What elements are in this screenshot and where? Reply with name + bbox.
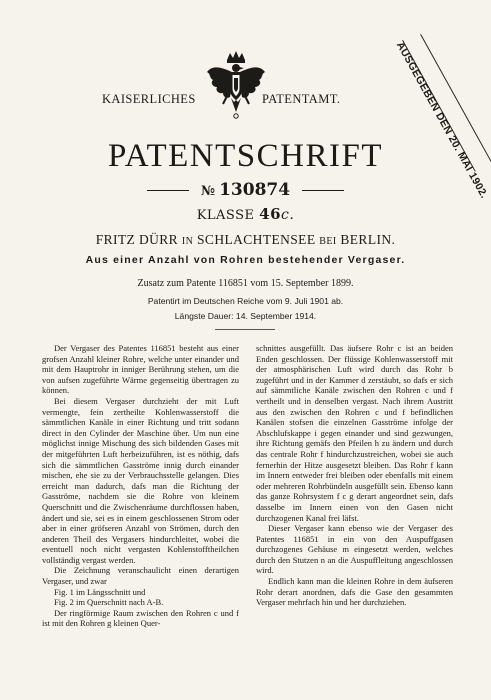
klasse-letter: c.	[281, 207, 295, 223]
zusatz-line: Zusatz zum Patente 116851 vom 15. September 1899.	[137, 278, 354, 289]
document-title: PATENTSCHRIFT	[107, 138, 383, 174]
inventor-name: FRITZ DÜRR	[95, 232, 179, 247]
body-paragraph: Fig. 1 im Längsschnitt und	[54, 586, 146, 597]
number-prefix: №	[200, 184, 216, 199]
kaiserliches-label: KAISERLICHES	[102, 92, 196, 106]
klasse-label: KLASSE	[196, 208, 255, 223]
imperial-eagle-icon	[205, 50, 267, 120]
patentamt-label: PATENTAMT.	[262, 92, 341, 106]
inventor-bei: BEI	[319, 236, 337, 247]
inventor-place: SCHLACHTENSEE	[197, 232, 316, 247]
body-paragraph: Der Vergaser des Patentes 116851 besteht aus einer grofsen Anzahl kleiner Rohre, welche unter einander und mit dem Hauptrohr in inniger Berührung stehen, um die von aufsen zugeführte Wärme gegenseitig übertragen zu können.	[42, 343, 239, 396]
body-paragraph: Die Zeichnung veranschaulicht einen derartigen Vergaser, und zwar	[42, 565, 239, 587]
patentirt-line: Patentirt im Deutschen Reiche vom 9. Juli 1901 ab.	[147, 296, 344, 306]
body-paragraph: Endlich kann man die kleinen Rohre in dem äufseren Rohr derart anordnen, dafs die Gase den gesammten Vergaser mehrfach hin und her durchziehen.	[256, 576, 453, 608]
body-paragraph: Dieser Vergaser kann ebenso wie der Vergaser des Patentes 116851 in ein von den Auspuffgasen durchzogenes Gehäuse m eingesetzt werden, welches durch den Stutzen n an die Auspuffleitung angeschlossen wird.	[256, 523, 453, 576]
body-paragraph: Bei diesem Vergaser durchzieht der mit Luft vermengte, fein zertheilte Kohlenwasserstoff die sämmtlichen Kanäle in einer Richtung und tritt sodann direct in den Cylinder der Maschine über. Um nun eine möglichst innige Mischung des sich bildenden Gases mit der mitgeführten Luft herbeizuführen, ist es nöthig, dafs sich die sämmtlichen Gasströme innig durch einander mischen, ehe sie zu der Verbrauchsstelle gelangen. Dies erreicht man dadurch, dafs man die Richtung der Gasströme, nachdem sie die Rohre von kleinem Querschnitt und die Zwischenräume durchflossen haben, ändert und sie, sei es in einem geschlossenen Strom oder aber in einer gröfseren Anzahl von Strömen, durch den anderen Theil des Vergasers hindurchleitet, wobei die eventuell noch nicht vergasten Kohlenstofftheilchen vollständig vergast werden.	[42, 395, 239, 565]
stamp-text: AUSGEGEBEN DEN 20. MAI 1902.	[393, 39, 491, 201]
body-paragraph: Der ringförmige Raum zwischen den Rohren c und f ist mit den Rohren g kleinen Quer-	[42, 607, 239, 629]
klasse-number: 46	[259, 205, 282, 223]
number-rule-left	[147, 190, 189, 191]
dauer-line: Längste Dauer: 14. September 1914.	[174, 311, 317, 321]
number-rule-right	[302, 190, 344, 191]
inventor-city: BERLIN.	[340, 232, 396, 247]
inventor-line	[0, 232, 491, 248]
inventor-in: IN	[181, 236, 194, 247]
body-column-right	[256, 343, 453, 608]
patent-number-row	[0, 180, 491, 200]
body-paragraph: Fig. 2 im Querschnitt nach A-B.	[54, 597, 164, 608]
body-column-left	[42, 343, 239, 629]
patent-subject: Aus einer Anzahl von Rohren bestehender Vergaser.	[85, 254, 406, 266]
header-separator	[215, 329, 275, 330]
body-paragraph: schnittes ausgefüllt. Das äufsere Rohr c ist an beiden Enden geschlossen. Der flüssige Kohlenwasserstoff mit der atmosphärischen Luft wird durch das Rohr b zugeführt und in der Kammer d zerstäubt, so dafs er sich auf sämmtliche Kanäle zwischen den Rohren c und f vertheilt und in denselben vergast. Nach ihrem Austritt aus den zwischen den Rohren c und f befindlichen Kanälen stofsen die einzelnen Gasströme infolge der Abschlufskappe i gegen einander und sind gezwungen, ihre Richtung gemäfs den Pfeilen h zu ändern und durch das centrale Rohr f hindurchzustreichen, wobei sie auch fernerhin der Hitze ausgesetzt bleiben. Das Rohr f kann im Innern entweder frei bleiben oder ebenfalls mit einem oder mehreren Rohrbündeln ausgefüllt sein. Ebenso kann das ganze Rohrsystem f c g derart angeordnet sein, dafs dasselbe im Innern einen von den Gasen nicht durchzogenen Kanal frei läfst.	[256, 343, 453, 523]
patent-number: 130874	[219, 180, 291, 200]
klasse-row	[0, 205, 491, 223]
